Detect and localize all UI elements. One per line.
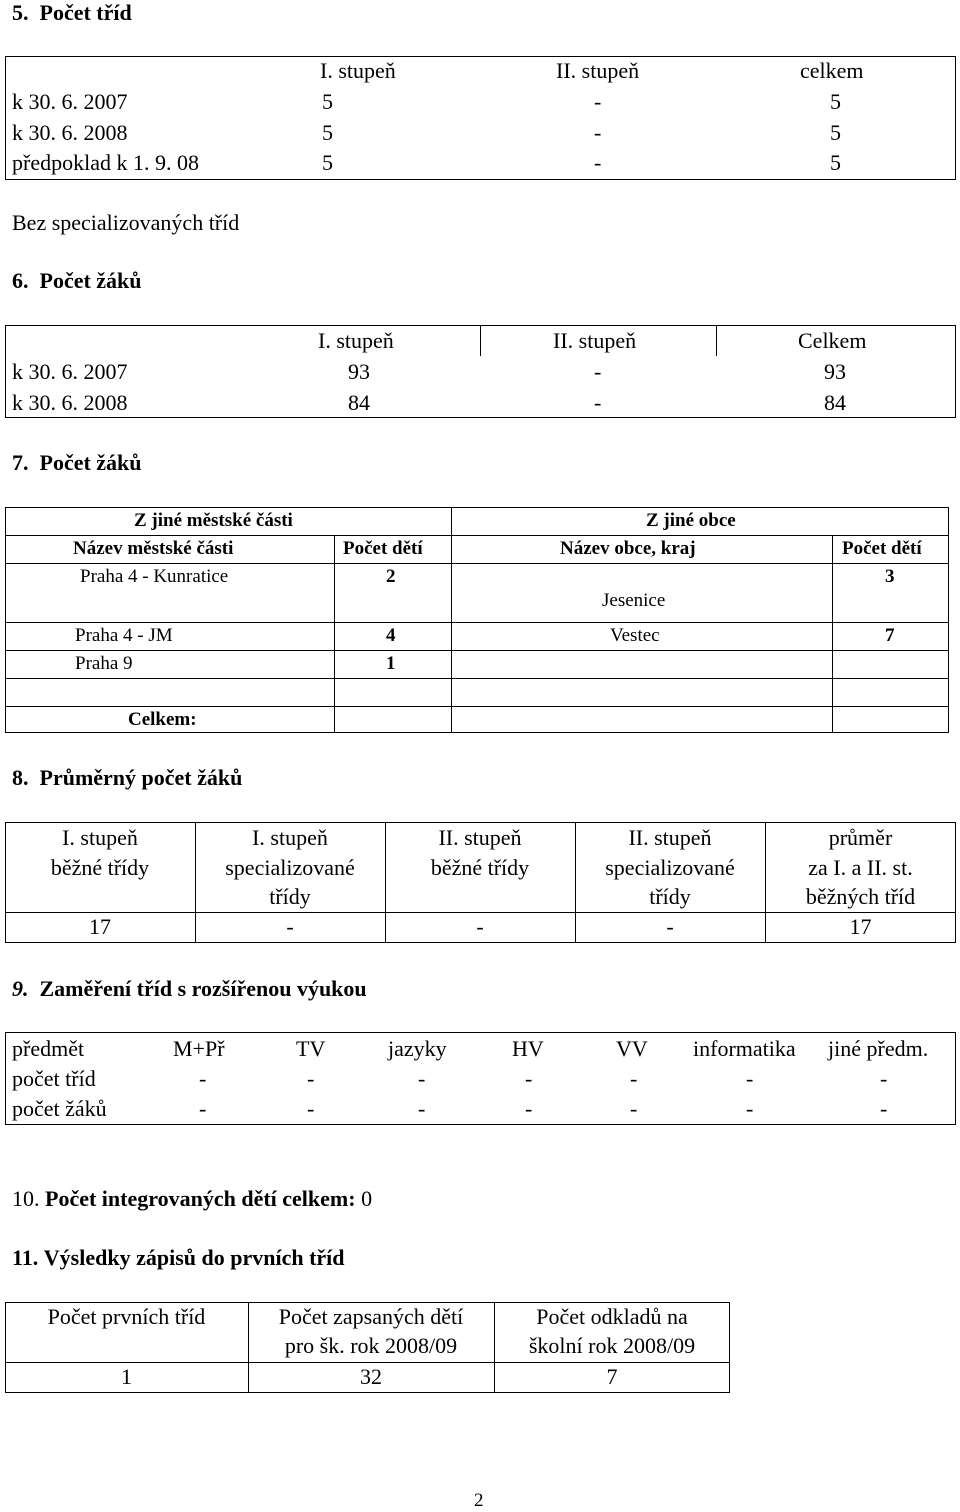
section-number: 9. bbox=[12, 976, 29, 1001]
row-line bbox=[5, 563, 949, 564]
classes-note: Bez specializovaných tříd bbox=[12, 210, 240, 235]
col-header: VV bbox=[616, 1036, 648, 1061]
header-cell: II. stupeň bbox=[438, 825, 522, 850]
col-line bbox=[832, 535, 833, 733]
town-count: 7 bbox=[885, 625, 895, 646]
header-cell: pro šk. rok 2008/09 bbox=[284, 1333, 458, 1358]
cell-value: 84 bbox=[824, 390, 846, 415]
value-cell: 7 bbox=[606, 1364, 618, 1389]
row-line bbox=[5, 678, 949, 679]
cell-value: - bbox=[307, 1066, 315, 1091]
row-header: počet tříd bbox=[12, 1066, 96, 1091]
col-header: M+Př bbox=[173, 1036, 225, 1061]
row-header: počet žáků bbox=[12, 1096, 107, 1121]
cell-value: - bbox=[525, 1096, 533, 1121]
col-header-district-count: Počet dětí bbox=[343, 538, 423, 559]
col-header-town-name: Název obce, kraj bbox=[560, 538, 696, 559]
section-7-heading bbox=[12, 450, 142, 476]
value-cell: 1 bbox=[121, 1364, 132, 1389]
section-title: Počet žáků bbox=[39, 268, 142, 293]
value-cell: 17 bbox=[89, 914, 111, 939]
cell-value: 5 bbox=[322, 89, 333, 114]
cell-value: - bbox=[880, 1096, 888, 1121]
section-title: Počet integrovaných dětí celkem: bbox=[45, 1186, 356, 1211]
cell-value: 5 bbox=[322, 120, 333, 145]
header-cell: I. stupeň bbox=[252, 825, 328, 850]
col-line bbox=[451, 507, 452, 733]
divider bbox=[480, 325, 481, 356]
section-6-heading bbox=[12, 268, 142, 294]
cell-value: - bbox=[630, 1096, 638, 1121]
cell-value: - bbox=[630, 1066, 638, 1091]
town-name: Jesenice bbox=[602, 590, 666, 611]
group-header-district: Z jiné městské části bbox=[134, 510, 293, 531]
cell-value: 84 bbox=[348, 390, 370, 415]
cell-value: - bbox=[418, 1096, 426, 1121]
header-cell: II. stupeň bbox=[628, 825, 712, 850]
header-cell: za I. a II. st. bbox=[808, 855, 913, 880]
town-name: Vestec bbox=[610, 625, 660, 646]
cell-value: 5 bbox=[830, 120, 841, 145]
cell-value: 93 bbox=[348, 359, 370, 384]
section-title: Zaměření tříd s rozšířenou výukou bbox=[39, 976, 367, 1001]
section-title: Výsledky zápisů do prvních tříd bbox=[43, 1245, 345, 1270]
section-10-heading bbox=[12, 1186, 372, 1212]
col-header: informatika bbox=[693, 1036, 796, 1061]
cell-value: - bbox=[594, 359, 602, 384]
col-header-stage2: II. stupeň bbox=[553, 328, 637, 353]
section-number: 10. bbox=[12, 1186, 40, 1211]
group-header-town: Z jiné obce bbox=[646, 510, 736, 531]
row-line bbox=[5, 535, 949, 536]
col-header-total: celkem bbox=[800, 58, 864, 83]
row-label: k 30. 6. 2007 bbox=[12, 359, 128, 384]
header-cell: běžné třídy bbox=[430, 855, 530, 880]
header-cell: Počet odkladů na bbox=[536, 1304, 688, 1329]
row-label: k 30. 6. 2008 bbox=[12, 120, 128, 145]
town-count: 3 bbox=[885, 566, 895, 587]
col-header-stage2: II. stupeň bbox=[556, 58, 640, 83]
district-name: Praha 4 - JM bbox=[75, 625, 173, 646]
header-cell: specializované bbox=[605, 855, 735, 880]
section-8-heading bbox=[12, 765, 242, 791]
section-title: Průměrný počet žáků bbox=[39, 765, 243, 790]
col-header-town-count: Počet dětí bbox=[842, 538, 922, 559]
row-line bbox=[5, 912, 956, 913]
total-label: Celkem: bbox=[128, 709, 197, 730]
cell-value: 5 bbox=[322, 150, 333, 175]
header-cell: I. stupeň bbox=[62, 825, 138, 850]
value-cell: 32 bbox=[360, 1364, 382, 1389]
cell-value: - bbox=[594, 120, 602, 145]
value-cell: 17 bbox=[849, 914, 872, 939]
integrated-count: 0 bbox=[361, 1186, 373, 1211]
district-count: 2 bbox=[386, 566, 396, 587]
cell-value: - bbox=[594, 89, 602, 114]
row-header: předmět bbox=[12, 1036, 85, 1061]
col-header: jiné předm. bbox=[828, 1036, 929, 1061]
cell-value: - bbox=[880, 1066, 888, 1091]
cell-value: 5 bbox=[830, 150, 841, 175]
header-cell: školní rok 2008/09 bbox=[528, 1333, 696, 1358]
header-cell: běžné třídy bbox=[50, 855, 150, 880]
col-header-district-name: Název městské části bbox=[73, 538, 234, 559]
header-cell: třídy bbox=[649, 884, 691, 909]
header-cell: specializované bbox=[225, 855, 355, 880]
col-header-stage1: I. stupeň bbox=[318, 328, 394, 353]
section-number: 7. bbox=[12, 450, 29, 475]
section-number: 8. bbox=[12, 765, 29, 790]
col-line bbox=[334, 535, 335, 733]
extended-classes-table bbox=[5, 1032, 956, 1125]
row-label: předpoklad k 1. 9. 08 bbox=[12, 150, 199, 175]
header-cell: běžných tříd bbox=[805, 884, 916, 909]
divider bbox=[716, 325, 717, 356]
cell-value: 93 bbox=[824, 359, 846, 384]
section-9-heading bbox=[12, 976, 367, 1002]
col-header: jazyky bbox=[388, 1036, 447, 1061]
cell-value: - bbox=[594, 150, 602, 175]
cell-value: - bbox=[746, 1066, 754, 1091]
row-line bbox=[5, 1362, 730, 1363]
section-number: 6. bbox=[12, 268, 29, 293]
section-number: 11. bbox=[12, 1245, 39, 1270]
header-cell: průměr bbox=[828, 825, 893, 850]
section-11-heading bbox=[12, 1245, 345, 1271]
section-number: 5. bbox=[12, 0, 29, 25]
cell-value: - bbox=[418, 1066, 426, 1091]
row-line bbox=[5, 650, 949, 651]
value-cell: - bbox=[666, 914, 674, 939]
value-cell: - bbox=[476, 914, 484, 939]
cell-value: 5 bbox=[830, 89, 841, 114]
district-name: Praha 9 bbox=[75, 653, 133, 674]
cell-value: - bbox=[525, 1066, 533, 1091]
cell-value: - bbox=[199, 1096, 207, 1121]
col-header-stage1: I. stupeň bbox=[320, 58, 396, 83]
cell-value: - bbox=[746, 1096, 754, 1121]
col-header: TV bbox=[296, 1036, 326, 1061]
row-line bbox=[5, 706, 949, 707]
header-cell: Počet prvních tříd bbox=[47, 1304, 206, 1329]
cell-value: - bbox=[307, 1096, 315, 1121]
page-number: 2 bbox=[474, 1490, 484, 1511]
row-line bbox=[5, 622, 949, 623]
district-count: 1 bbox=[386, 653, 396, 674]
value-cell: - bbox=[286, 914, 294, 939]
cell-value: - bbox=[594, 390, 602, 415]
header-cell: třídy bbox=[269, 884, 311, 909]
section-title: Počet tříd bbox=[39, 0, 132, 25]
header-cell: Počet zapsaných dětí bbox=[278, 1304, 464, 1329]
col-header: HV bbox=[512, 1036, 544, 1061]
district-count: 4 bbox=[386, 625, 396, 646]
col-header-total: Celkem bbox=[798, 328, 867, 353]
section-5-heading bbox=[12, 0, 132, 26]
cell-value: - bbox=[199, 1066, 207, 1091]
section-title: Počet žáků bbox=[39, 450, 142, 475]
district-name: Praha 4 - Kunratice bbox=[80, 566, 229, 587]
row-label: k 30. 6. 2007 bbox=[12, 89, 128, 114]
row-label: k 30. 6. 2008 bbox=[12, 390, 128, 415]
